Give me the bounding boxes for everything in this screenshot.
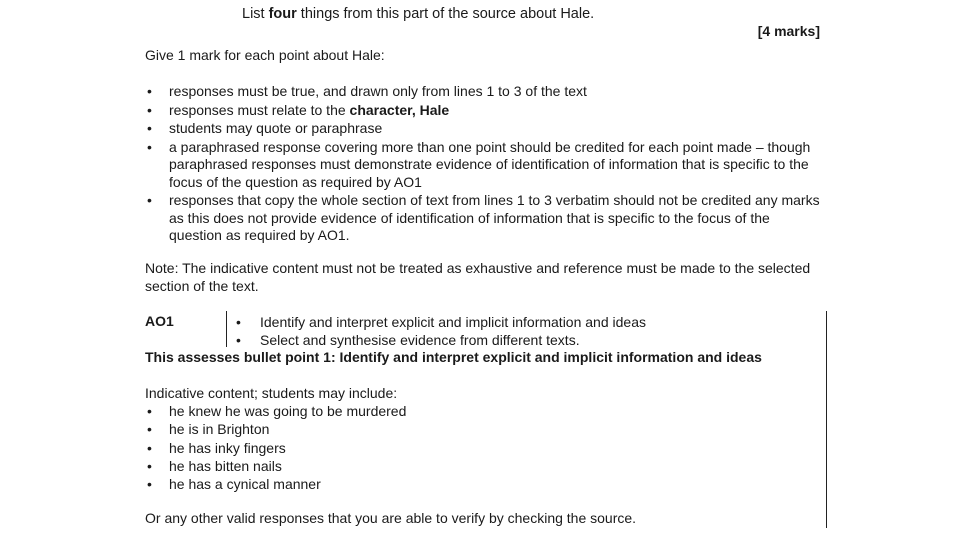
note-text: Note: The indicative content must not be treated as exhaustive and reference must be made to the selected section of the text. [145, 260, 811, 294]
guidance-text: responses that copy the whole section of text from lines 1 to 3 verbatim should not be credited any marks as this does not provide evidence of identification of information that is specific to the focus of the question as required by AO1. [169, 192, 820, 243]
ao1-text: Select and synthesise evidence from different texts. [260, 332, 580, 348]
bullet-glyph: • [147, 192, 152, 208]
give-mark-instruction: Give 1 mark for each point about Hale: [145, 47, 385, 63]
response-list [145, 402, 406, 493]
bullet-glyph: • [147, 101, 152, 118]
response-item [145, 439, 406, 457]
bullet-glyph: • [147, 120, 152, 136]
bullet-glyph: • [147, 421, 152, 438]
bullet-glyph: • [147, 476, 152, 493]
indicative-heading: Indicative content; students may include: [145, 385, 398, 401]
guidance-text: a paraphrased response covering more than one point should be credited for each point made – though paraphrased responses must demonstrate evidence of identification of information that is specific to the focus of the question as required by AO1 [169, 138, 811, 190]
guidance-text: responses must be true, and drawn only from lines 1 to 3 of the text [169, 83, 587, 99]
bullet-glyph: • [147, 403, 152, 419]
response-text: he knew he was going to be murdered [169, 403, 407, 419]
guidance-list [145, 83, 825, 246]
response-text: he has bitten nails [169, 457, 282, 474]
guidance-item [145, 83, 825, 101]
response-item [145, 475, 406, 493]
guidance-text: students may quote or paraphrase [169, 120, 383, 136]
guidance-item [145, 120, 825, 138]
response-text: he has a cynical manner [169, 476, 321, 493]
question-suffix: things from this part of the source about Hale. [296, 6, 595, 22]
response-text: he has inky fingers [169, 439, 286, 456]
bullet-glyph: • [147, 138, 152, 155]
guidance-text: responses must relate to the [169, 101, 350, 118]
response-item [145, 402, 406, 420]
marks-label: [4 marks] [757, 23, 820, 39]
guidance-bold: character, Hale [349, 101, 450, 118]
ao1-item [236, 331, 646, 349]
table-border [826, 311, 827, 528]
question-text [242, 6, 594, 22]
assesses-heading: This assesses bullet point 1: Identify and interpret explicit and implicit information and ideas [145, 349, 762, 365]
bullet-glyph: • [236, 314, 241, 330]
response-item [145, 420, 406, 438]
question-bold: four [268, 6, 297, 22]
response-text: he is in Brighton [169, 421, 270, 438]
response-item [145, 457, 406, 475]
guidance-item [145, 192, 825, 245]
other-responses-text: Or any other valid responses that you are able to verify by checking the source. [145, 510, 637, 526]
ao1-bullets [236, 313, 646, 349]
bullet-glyph: • [147, 439, 152, 456]
guidance-item [145, 102, 825, 120]
table-divider [226, 311, 227, 347]
ao1-text: Identify and interpret explicit and implicit information and ideas [260, 314, 646, 330]
bullet-glyph: • [147, 457, 152, 474]
bullet-glyph: • [147, 83, 152, 99]
guidance-item [145, 139, 825, 192]
ao1-label: AO1 [145, 313, 174, 329]
ao1-item [236, 313, 646, 331]
question-prefix: List [242, 6, 269, 22]
bullet-glyph: • [236, 332, 241, 348]
